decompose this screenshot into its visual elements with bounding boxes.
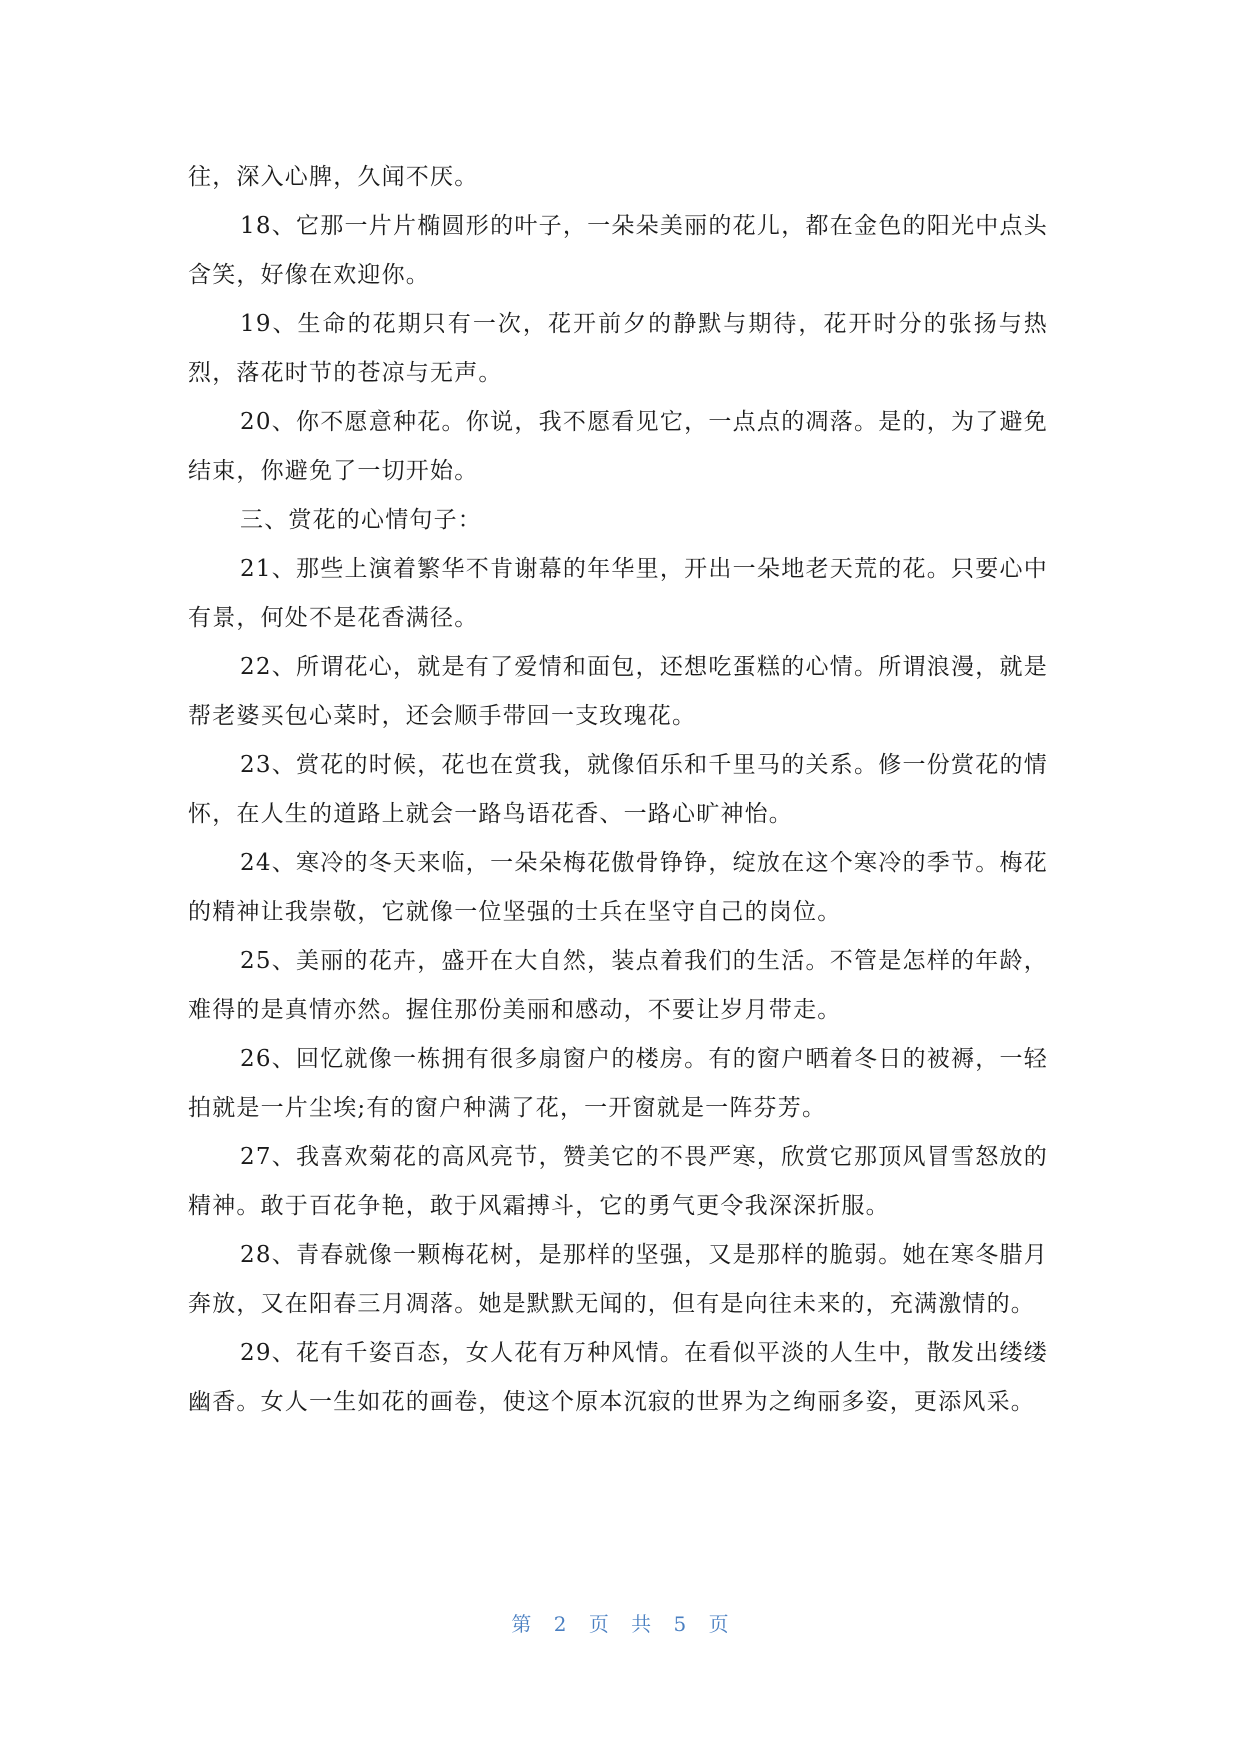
paragraph-continuation: 往，深入心脾，久闻不厌。 <box>188 164 479 190</box>
section-heading: 三、赏花的心情句子： <box>240 507 482 533</box>
page-number-footer: 第 2 页 共 5 页 <box>511 1612 730 1636</box>
paragraph-29: 29、花有千姿百态，女人花有万种风情。在看似平淡的人生中，散发出缕缕幽香。女人一生如花的画卷，使这个原本沉寂的世界为之绚丽多姿，更添风采。 <box>188 1340 1048 1415</box>
paragraph-24: 24、寒冷的冬天来临，一朵朵梅花傲骨铮铮，绽放在这个寒冷的季节。梅花的精神让我崇敬，它就像一位坚强的士兵在坚守自己的岗位。 <box>188 850 1048 925</box>
paragraph-23: 23、赏花的时候，花也在赏我，就像佰乐和千里马的关系。修一份赏花的情怀，在人生的道路上就会一路鸟语花香、一路心旷神怡。 <box>188 752 1048 827</box>
body-text <box>188 153 1048 1427</box>
paragraph-18: 18、它那一片片椭圆形的叶子，一朵朵美丽的花儿，都在金色的阳光中点头含笑，好像在欢迎你。 <box>188 213 1048 288</box>
paragraph-19: 19、生命的花期只有一次，花开前夕的静默与期待，花开时分的张扬与热烈，落花时节的苍凉与无声。 <box>188 311 1048 386</box>
paragraph-26: 26、回忆就像一栋拥有很多扇窗户的楼房。有的窗户晒着冬日的被褥，一轻拍就是一片尘埃;有的窗户种满了花，一开窗就是一阵芬芳。 <box>188 1046 1048 1121</box>
paragraph-27: 27、我喜欢菊花的高风亮节，赞美它的不畏严寒，欣赏它那顶风冒雪怒放的精神。敢于百花争艳，敢于风霜搏斗，它的勇气更令我深深折服。 <box>188 1144 1048 1219</box>
paragraph-20: 20、你不愿意种花。你说，我不愿看见它，一点点的凋落。是的，为了避免结束，你避免了一切开始。 <box>188 409 1048 484</box>
paragraph-21: 21、那些上演着繁华不肯谢幕的年华里，开出一朵地老天荒的花。只要心中有景，何处不是花香满径。 <box>188 556 1048 631</box>
paragraph-28: 28、青春就像一颗梅花树，是那样的坚强，又是那样的脆弱。她在寒冬腊月奔放，又在阳春三月凋落。她是默默无闻的，但有是向往未来的，充满激情的。 <box>188 1242 1048 1317</box>
paragraph-25: 25、美丽的花卉，盛开在大自然，装点着我们的生活。不管是怎样的年龄，难得的是真情亦然。握住那份美丽和感动，不要让岁月带走。 <box>188 948 1048 1023</box>
paragraph-22: 22、所谓花心，就是有了爱情和面包，还想吃蛋糕的心情。所谓浪漫，就是帮老婆买包心菜时，还会顺手带回一支玫瑰花。 <box>188 654 1048 729</box>
